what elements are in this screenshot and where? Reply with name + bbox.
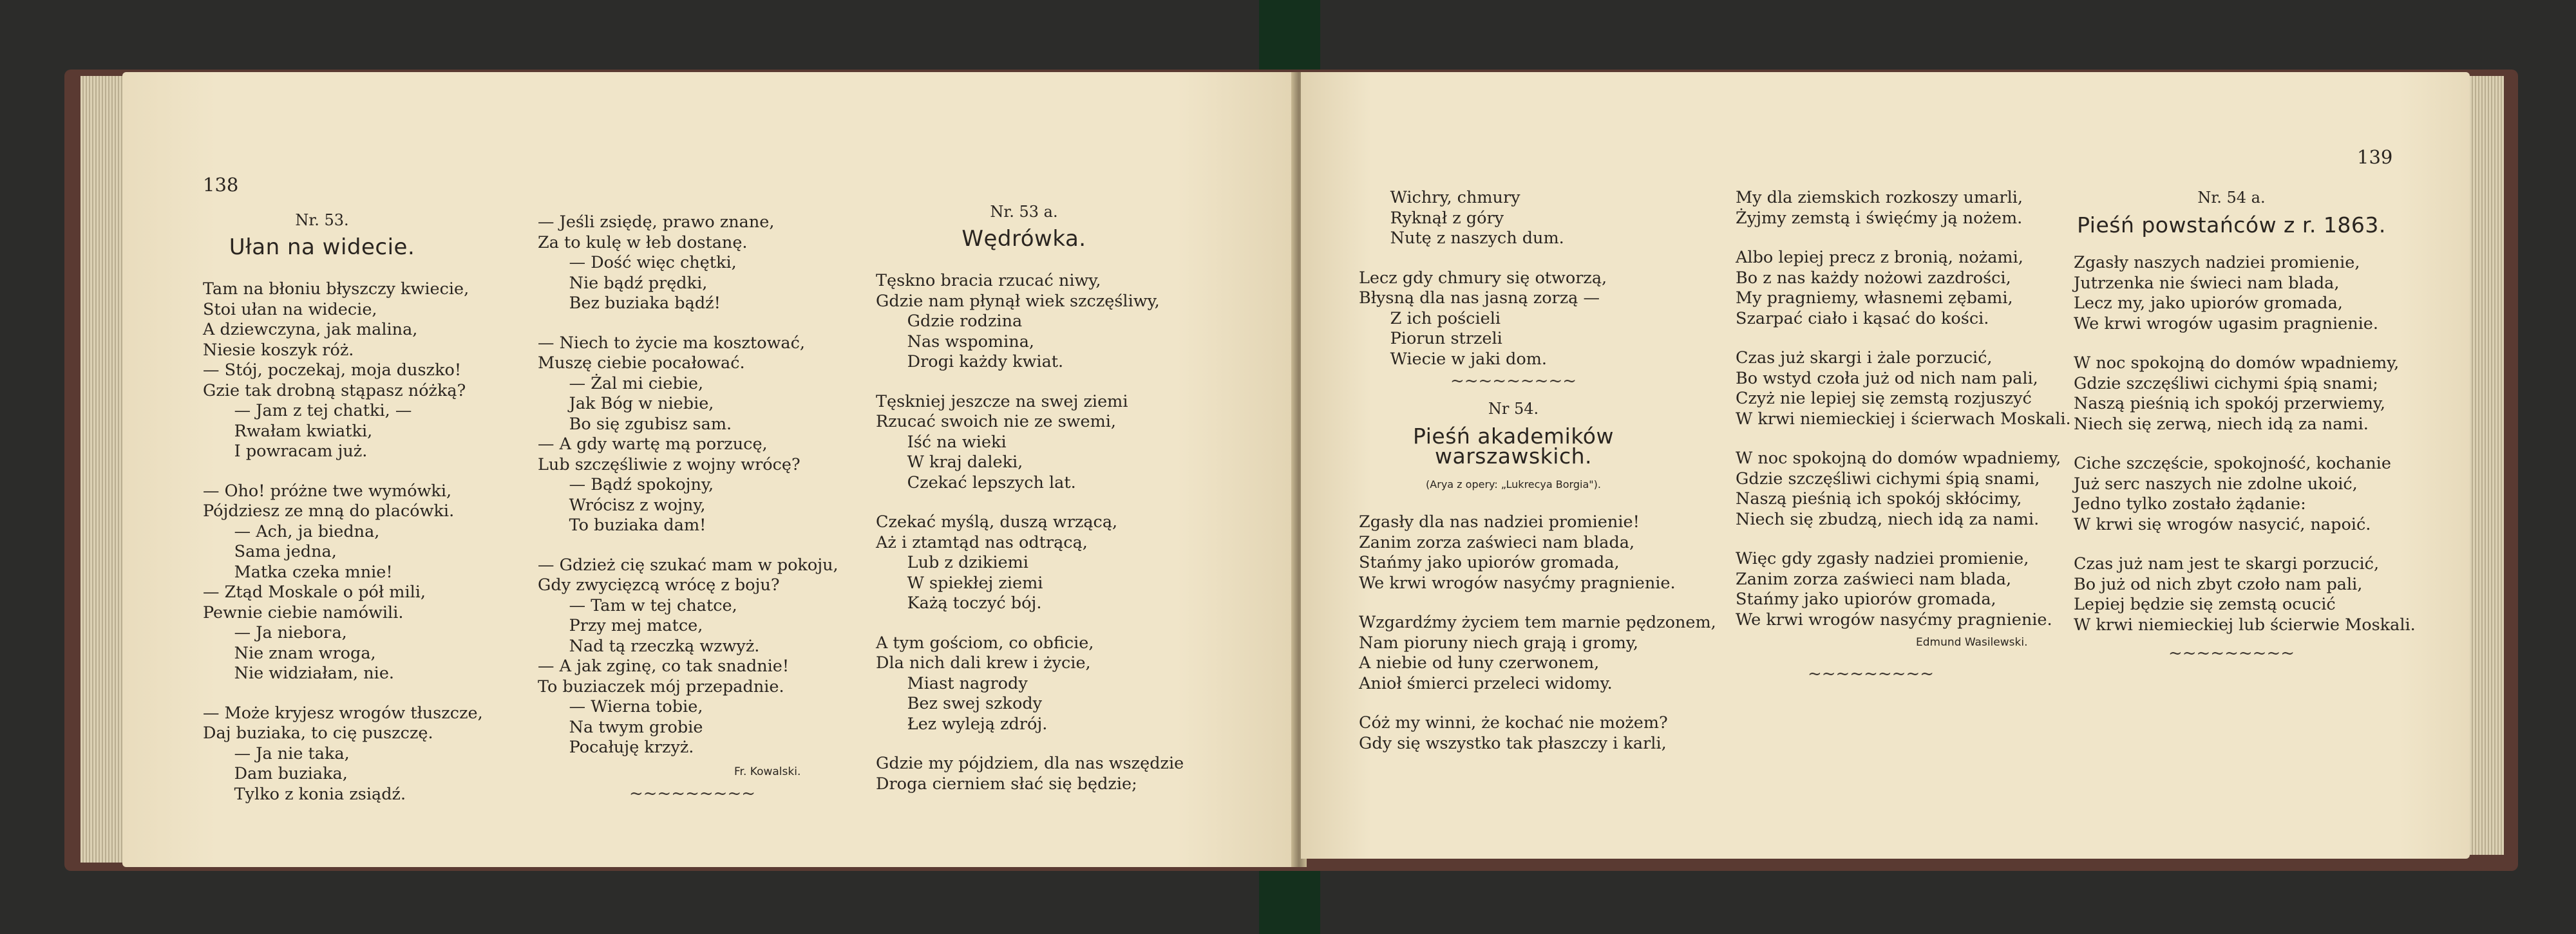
verse-line: Lepiej będzie się zemstą ocucić (2074, 595, 2336, 614)
verse-line: Piorun strzeli (1359, 329, 1502, 348)
verse-line: Czekać myślą, duszą wrzącą, (876, 512, 1118, 532)
verse-line: Lub z dzikiemi (876, 553, 1028, 572)
verse-line: Żyjmy zemstą i święćmy ją nożem. (1736, 208, 2023, 228)
stanza (1736, 549, 2116, 630)
poem-column (1359, 188, 1745, 773)
song-number: Nr. 53 a. (990, 203, 1058, 221)
stanza (876, 754, 1275, 794)
verse-line: Czekać lepszych lat. (876, 472, 1076, 492)
verse-line: Zanim zorza zaświeci nam blada, (1359, 532, 1635, 552)
stanza (1736, 248, 2116, 329)
verse-line: A dziewczyna, jak malina, (203, 320, 418, 339)
verse-line: Albo lepiej precz z bronią, nożami, (1736, 248, 2023, 267)
stanza (2074, 454, 2460, 535)
verse-line: — Tam w tej chatce, (538, 595, 737, 615)
page-number: 139 (2357, 146, 2393, 168)
verse-line: Ciche szczęście, spokojność, kochanie (2074, 454, 2391, 473)
verse-line: — Oho! próżne twe wymówki, (203, 481, 452, 501)
verse-line: Niech się zerwą, niech idą za nami. (2074, 414, 2369, 434)
verse-line: Na twym grobie (538, 717, 703, 737)
verse-line: Tam na błoniu błyszczy kwiecie, (203, 279, 469, 299)
verse-line: Rwałam kwiatki, (203, 421, 373, 441)
verse-line: Zanim zorza zaświeci nam blada, (1736, 569, 2012, 589)
verse-line: Jedno tylko zostało żądanie: (2074, 494, 2306, 514)
left-page (122, 72, 1294, 867)
verse-line: My pragniemy, własnemi zębami, (1736, 288, 2013, 308)
page-edges-left (80, 76, 129, 863)
verse-line: Czas już nam jest te skargi porzucić, (2074, 554, 2380, 574)
verse-line: W krwi się wrogów nasycić, napoić. (2074, 514, 2371, 534)
stanza (1736, 188, 2116, 229)
verse-line: — Żal mi ciebie, (538, 373, 704, 393)
verse-line: Czyż nie lepiej się zemstą rozjuszyć (1736, 389, 2032, 408)
stanza (2074, 554, 2460, 635)
verse-line: Tęskno bracia rzucać niwy, (876, 271, 1101, 290)
verse-line: W spiekłej ziemi (876, 573, 1043, 593)
verse-line: Wiecie w jaki dom. (1359, 349, 1547, 369)
verse-line: Miast nagrody (876, 673, 1028, 693)
verse-line: Gdzie szczęśliwi cichymi śpią snami, (1736, 469, 2040, 489)
song-title: Ułan na widecie. (229, 234, 415, 260)
bookmark-ribbon-end (1259, 863, 1320, 934)
verse-line: Aż i ztamtąd nas odtrącą, (876, 532, 1088, 552)
song-number: Nr. 54 a. (2197, 189, 2266, 207)
verse-line: Drogi każdy kwiat. (876, 352, 1064, 371)
verse-line: Lecz my, jako upiorów gromada, (2074, 294, 2343, 313)
verse-line: — Ja nie taka, (203, 743, 350, 763)
verse-line: Więc gdy zgasły nadziei promienie, (1736, 549, 2029, 568)
verse-line: Naszą pieśnią ich spokój skłócimy, (1736, 489, 2022, 509)
ornament-divider: ~~~~~~~~~ (2168, 644, 2295, 663)
verse-line: Bez buziaka bądź! (538, 294, 721, 313)
verse-line: Już serc naszych nie zdolne ukoić, (2074, 474, 2358, 494)
verse-line: Jak Bóg w niebie, (538, 394, 714, 413)
verse-line: W noc spokojną do domów wpadniemy, (1736, 449, 2061, 468)
verse-line: — A gdy wartę mą porzucę, (538, 434, 768, 454)
verse-line: Cóż my winni, że kochać nie możem? (1359, 713, 1668, 733)
verse-line: A tym gościom, co obficie, (876, 633, 1094, 653)
verse-line: Rzucać swoich nie ze swemi, (876, 412, 1117, 431)
verse-line: Bo wstyd czoła już od nich nam pali, (1736, 368, 2038, 388)
verse-line: — Niech to życie ma kosztować, (538, 333, 805, 353)
verse-line: Droga cierniem słać się będzie; (876, 774, 1137, 794)
verse-line: — A jak zginę, co tak snadnie! (538, 657, 790, 676)
bookmark-ribbon (1259, 0, 1320, 80)
ornament-divider: ~~~~~~~~~ (1450, 371, 1577, 391)
verse-line: Bo z nas każdy nożowi zazdrości, (1736, 268, 2011, 288)
verse-line: Tylko z konia zsiądź. (203, 784, 406, 804)
stanza (2074, 253, 2460, 334)
verse-line: Gdy zwycięzcą wrócę z boju? (538, 575, 780, 595)
page-number: 138 (203, 174, 239, 196)
poem-column (2074, 188, 2460, 665)
verse-line: Nutę z naszych dum. (1359, 229, 1564, 248)
verse-line: — Ztąd Moskale o pół mili, (203, 583, 426, 602)
verse-line: W krwi niemieckiej i ścierwach Moskali. (1736, 409, 2071, 429)
song-title: Pieśń akademików warszawskich. (1413, 423, 1614, 469)
stanza (876, 633, 1275, 735)
verse-line: We krwi wrogów nasyćmy pragnienie. (1359, 573, 1676, 593)
stanza (1359, 512, 1745, 593)
stanza (1359, 613, 1745, 694)
verse-line: Gdzie rodzina (876, 312, 1023, 331)
verse-line: Sama jedna, (203, 542, 337, 561)
verse-line: Każą toczyć bój. (876, 593, 1042, 613)
song-title: Wędrówka. (961, 225, 1086, 252)
verse-line: — Bądź spokojny, (538, 475, 714, 494)
verse-line: Pewnie ciebie namówili. (203, 602, 404, 622)
verse-line: W kraj daleki, (876, 453, 1023, 472)
stanza (876, 271, 1275, 373)
author-signature: Fr. Kowalski. (734, 765, 801, 778)
verse-line: Nam pioruny niech grają i gromy, (1359, 633, 1639, 653)
author-signature: Edmund Wasilewski. (1916, 636, 2028, 649)
verse-line: Nie znam wroga, (203, 643, 376, 663)
verse-line: — Ja niebога, (203, 623, 347, 642)
verse-line: To buziaka dam! (538, 516, 706, 535)
stanza (1736, 449, 2116, 530)
verse-line: Niesie koszyk róż. (203, 340, 354, 360)
verse-line: — Dość więc chętki, (538, 253, 737, 272)
verse-line: Gdzie my pójdziem, dla nas wszędzie (876, 754, 1184, 773)
verse-line: — Stój, poczekaj, moja duszko! (203, 360, 462, 380)
song-title: Pieśń powstańców z r. 1863. (2077, 212, 2386, 238)
verse-line: Szarpać ciało i kąsać do kości. (1736, 308, 1989, 328)
verse-line: Stańmy jako upiorów gromada, (1736, 590, 1996, 609)
verse-line: A niebie od łuny czerwonem, (1359, 653, 1600, 673)
song-number: Nr 54. (1488, 400, 1539, 418)
verse-line: Bez swej szkody (876, 694, 1043, 713)
verse-line: Wzgardźmy życiem tem marnie pędzonem, (1359, 613, 1716, 632)
verse-line: Pocałuję krzyż. (538, 738, 694, 757)
verse-line: Zgasły naszych nadziei promienie, (2074, 253, 2360, 272)
verse-line: Matka czeka mnie! (203, 562, 393, 582)
verse-line: — Gdzież cię szukać mam w pokoju, (538, 555, 838, 575)
verse-line: Czas już skargi i żale porzucić, (1736, 348, 1993, 368)
right-page (1301, 72, 2470, 859)
verse-line: Nie bądź prędki, (538, 273, 708, 293)
verse-line: I powracam już. (203, 442, 368, 461)
verse-line: Stoi ułan na widecie, (203, 299, 377, 319)
stanza (538, 212, 898, 314)
verse-line: Niech się zbudzą, niech idą za nami. (1736, 509, 2040, 529)
verse-line: W krwi niemieckiej lub ścierwie Moskali. (2074, 615, 2416, 635)
stanza (876, 392, 1275, 494)
verse-line: — Wierna tobie, (538, 697, 703, 716)
verse-line: Wrócisz z wojny, (538, 495, 706, 515)
verse-line: Nad tą rzeczką wzwyż. (538, 636, 760, 656)
verse-line: Lub szczęśliwie z wojny wrócę? (538, 454, 800, 474)
stanza (538, 333, 898, 536)
verse-line: Stańmy jako upiorów gromada, (1359, 553, 1620, 572)
poem-column (538, 212, 898, 805)
verse-line: Gzie tak drobną stąpasz nóżką? (203, 380, 466, 400)
verse-line: Przy mej matce, (538, 616, 703, 635)
verse-line: Wichry, chmury (1359, 188, 1520, 207)
stanza (1359, 268, 1745, 370)
verse-line: Pójdziesz ze mną do placówki. (203, 501, 455, 521)
ornament-divider: ~~~~~~~~~ (1807, 664, 1935, 684)
verse-line: Dla nich dali krew i życie, (876, 653, 1091, 673)
verse-line: W noc spokojną do domów wpadniemy, (2074, 353, 2400, 373)
verse-line: To buziaczek mój przepadnie. (538, 677, 784, 696)
verse-line: Z ich pościeli (1359, 308, 1501, 328)
verse-line: — Jam z tej chatki, — (203, 401, 412, 420)
verse-line: Gdzie nam płynął wiek szczęśliwy, (876, 291, 1160, 311)
verse-line: We krwi wrogów ugasim pragnienie. (2074, 313, 2378, 333)
verse-line: Jutrzenka nie świeci nam blada, (2074, 273, 2340, 293)
stanza (2074, 353, 2460, 434)
ornament-divider: ~~~~~~~~~ (629, 784, 756, 803)
verse-line: Za to kulę w łeb dostanę. (538, 232, 748, 252)
verse-line: Muszę ciebie pocałować. (538, 353, 745, 373)
verse-line: We krwi wrogów nasyćmy pragnienie. (1736, 610, 2052, 630)
page-edges-right (2467, 76, 2504, 855)
verse-line: Zgasły dla nas nadziei promienie! (1359, 512, 1640, 532)
verse-line: Daj buziaka, to cię puszczę. (203, 724, 433, 743)
song-subtitle: (Arya z opery: „Lukrecya Borgia"). (1426, 478, 1601, 490)
verse-line: Lecz gdy chmury się otworzą, (1359, 268, 1607, 288)
stanza (538, 556, 898, 758)
stanza (1736, 348, 2116, 429)
verse-line: — Ach, ja biedna, (203, 521, 380, 541)
verse-line: — Może kryjesz wrogów tłuszcze, (203, 703, 483, 723)
verse-line: My dla ziemskich rozkoszy umarli, (1736, 188, 2023, 207)
verse-line: Bo się zgubisz sam. (538, 414, 732, 434)
poem-column (876, 202, 1275, 814)
verse-line: Dam buziaka, (203, 764, 348, 783)
verse-line: — Jeśli zsiędę, prawo znane, (538, 212, 775, 232)
verse-line: Ryknął z góry (1359, 208, 1504, 228)
poem-column (1736, 188, 2116, 686)
verse-line: Bo już od nich zbyt czoło nam pali, (2074, 574, 2363, 594)
song-number: Nr. 53. (295, 211, 349, 229)
verse-line: Gdzie szczęśliwi cichymi śpią snami; (2074, 373, 2378, 393)
verse-line: Gdy się wszystko tak płaszczy i karli, (1359, 733, 1667, 753)
verse-line: Iść na wieki (876, 432, 1007, 452)
verse-line: Nas wspomina, (876, 332, 1034, 351)
verse-line: Błysną dla nas jasną zorzą — (1359, 288, 1600, 308)
stanza (1359, 713, 1745, 754)
verse-line: Tęskniej jeszcze na swej ziemi (876, 391, 1128, 411)
verse-line: Naszą pieśnią ich spokój przerwiemy, (2074, 394, 2386, 413)
verse-line: Anioł śmierci przeleci widomy. (1359, 673, 1613, 693)
verse-line: Nie widziałam, nie. (203, 664, 395, 683)
verse-line: Łez wyleją zdrój. (876, 714, 1048, 734)
stanza (876, 512, 1275, 614)
stanza (1359, 188, 1745, 249)
